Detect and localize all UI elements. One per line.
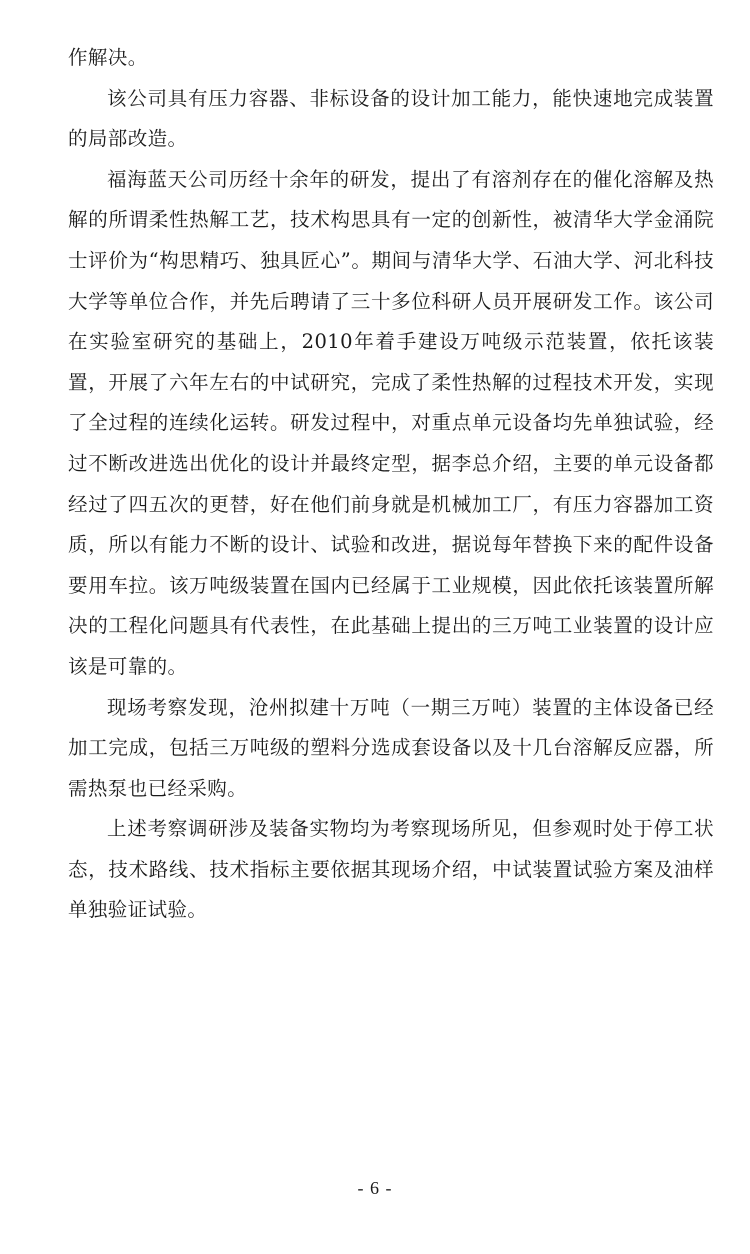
paragraph-research-history: 福海蓝天公司历经十余年的研发，提出了有溶剂存在的催化溶解及热解的所谓柔性热解工艺，技术构思具有一定的创新性，被清华大学金涌院士评价为“构思精巧、独具匠心”。期间与清华大学、石油大学、河北科技大学等单位合作，并先后聘请了三十多位科研人员开展研发工作。该公司在实验室研究的基础上，2010年着手建设万吨级示范装置，依托该装置，开展了六年左右的中试研究，完成了柔性热解的过程技术开发，实现了全过程的连续化运转。研发过程中，对重点单元设备均先单独试验，经过不断改进选出优化的设计并最终定型，据李总介绍，主要的单元设备都经过了四五次的更替，好在他们前身就是机械加工厂，有压力容器加工资质，所以有能力不断的设计、试验和改进，据说每年替换下来的配件设备要用车拉。该万吨级装置在国内已经属于工业规模，因此依托该装置所解决的工程化问题具有代表性，在此基础上提出的三万吨工业装置的设计应该是可靠的。 <box>68 167 714 678</box>
page-number: - 6 - <box>357 1178 393 1198</box>
paragraph-site-inspection: 现场考察发现，沧州拟建十万吨（一期三万吨）装置的主体设备已经加工完成，包括三万吨级的塑料分选成套设备以及十几台溶解反应器，所需热泵也已经采购。 <box>68 695 714 800</box>
paragraph-company-capability: 该公司具有压力容器、非标设备的设计加工能力，能快速地完成装置的局部改造。 <box>68 86 714 151</box>
body-text <box>68 38 714 931</box>
paragraph-survey-note: 上述考察调研涉及装备实物均为考察现场所见，但参观时处于停工状态，技术路线、技术指标主要依据其现场介绍，中试装置试验方案及油样单独验证试验。 <box>68 817 714 922</box>
paragraph-continuation: 作解决。 <box>68 46 148 69</box>
